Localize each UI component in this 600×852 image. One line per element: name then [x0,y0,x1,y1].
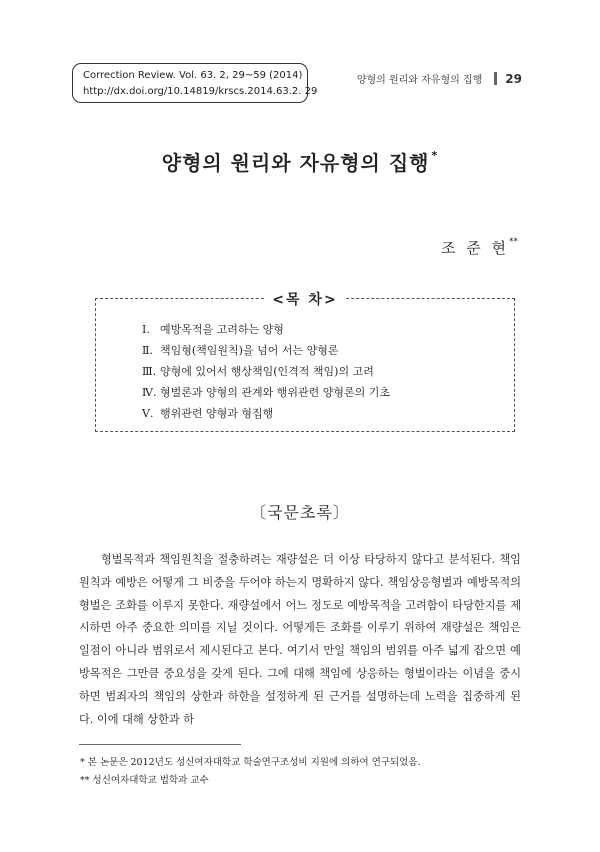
abstract-body: 형벌목적과 책임원칙을 절충하려는 재량설은 더 이상 타당하지 않다고 분석된다. 책임원칙과 예방은 어떻게 그 비중을 두어야 하는지 명확하지 않다. 책임상응형벌과 예방목적의 형벌은 조화를 이루지 못한다. 재량설에서 어느 정도로 예방목적을 고려함이 타당한지를 제시하면 아주 중요한 의미를 지닐 것이다. 어떻게든 조화를 이루기 위하여 재량설은 책임은 일점이 아니라 범위로서 제시된다고 본다. 여기서 만일 책임의 범위를 아주 넓게 잡으면 예방목적은 그만큼 중요성을 갖게 된다. 그에 대해 책임에 상응하는 형벌이라는 이념을 중시하면 범죄자의 책임의 상한과 하한을 설정하게 된 근거를 설명하는데 노력을 집중하게 된다. 이에 대해 상한과 하 [79,553,521,726]
toc-item [142,340,390,361]
footnote-funding: * 본 논문은 2012년도 성신여자대학교 학술연구조성비 지원에 의하여 연구되었음. [80,757,421,768]
abstract-heading: 〔국문초록〕 [250,503,350,522]
toc-item-text: 양형에 있어서 행상책임(인격적 책임)의 고려 [160,365,374,378]
paper-title [0,147,600,176]
toc-list [142,319,390,424]
toc-item-number: Ⅳ. [142,386,157,399]
toc-item-text: 책임형(책임원칙)을 넘어 서는 양형론 [160,344,339,357]
citation-box [72,63,318,103]
table-of-contents [95,292,515,432]
toc-item-text: 예방목적을 고려하는 양형 [160,323,284,336]
footnote-divider [79,744,241,745]
toc-item-number: Ⅰ. [142,323,150,336]
running-head-separator [494,72,497,85]
citation-journal: Correction Review. Vol. 63. 2, 29~59 (2014) [83,70,303,81]
author [441,237,518,258]
running-head [357,71,522,86]
citation-doi: http://dx.doi.org/10.14819/krscs.2014.63.2. 29 [83,86,318,97]
toc-item-text: 형벌론과 양형의 관계와 행위관련 양형론의 기초 [160,386,391,399]
footnotes [80,754,421,790]
toc-item-number: Ⅲ. [142,365,157,378]
author-footnote-mark: ** [509,237,518,247]
paper-title-text: 양형의 원리와 자유형의 집행 [161,151,430,175]
toc-item [142,382,390,403]
running-title: 양형의 원리와 자유형의 집행 [356,75,483,86]
abstract [79,549,521,731]
toc-item [142,319,390,340]
toc-item [142,403,390,424]
page-number: 29 [505,71,522,86]
title-footnote-mark: * [431,149,439,162]
toc-item-number: Ⅴ. [142,407,154,420]
author-name: 조 준 현 [440,239,509,257]
toc-item-number: Ⅱ. [142,344,153,357]
toc-item [142,361,390,382]
toc-heading: <목 차> [264,292,345,308]
toc-item-text: 행위관련 양형과 형집행 [160,407,274,420]
footnote-affiliation: ** 성신여자대학교 법학과 교수 [80,775,209,786]
